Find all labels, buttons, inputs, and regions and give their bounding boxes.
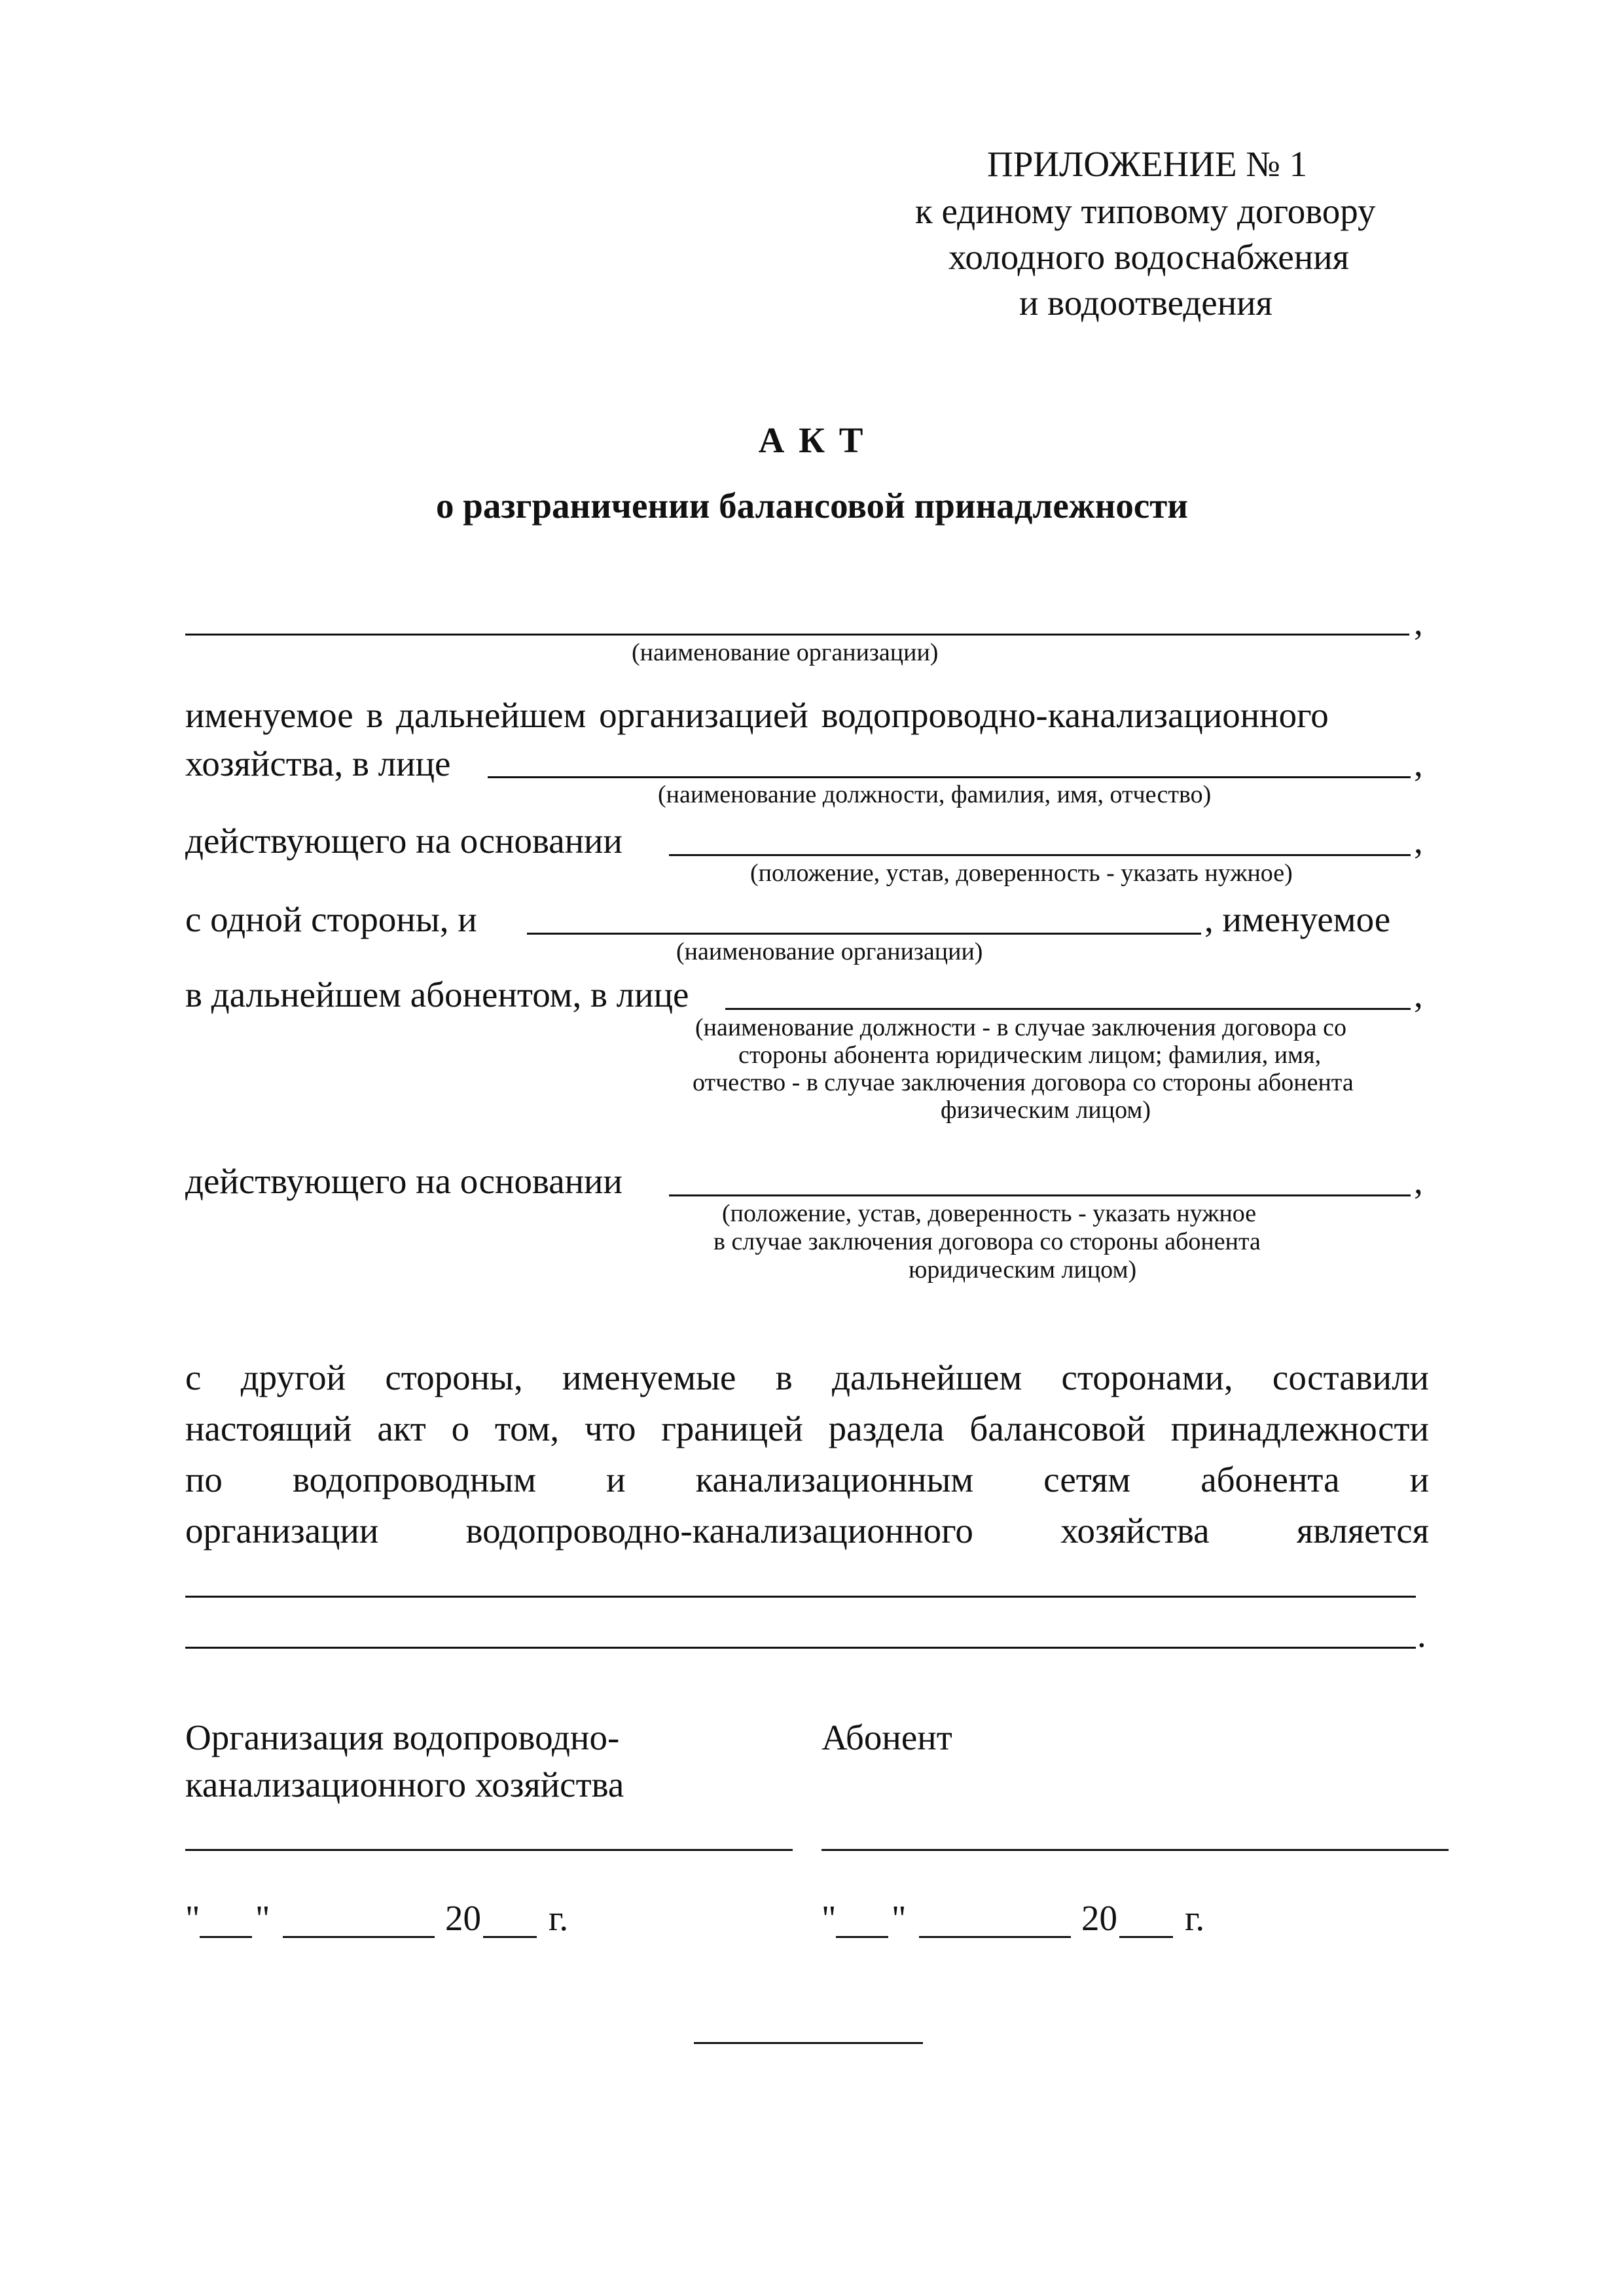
right-date-quote-open: " <box>821 1898 837 1938</box>
basis-hint-2-2: в случае заключения договора со стороны абонента <box>713 1228 1261 1255</box>
p1-line-2: хозяйства, в лице <box>185 744 451 783</box>
p2-line-2: настоящий акт о том, что границей раздела балансовой принадлежности <box>185 1408 1429 1448</box>
act-subtitle: о разграничении балансовой принадлежности <box>436 486 1188 526</box>
subscriber-in-person: в дальнейшем абонентом, в лице <box>185 975 689 1014</box>
position-hint: (наименование должности, фамилия, имя, отчество) <box>658 781 1212 808</box>
p2-line-4: организации водопроводно-канализационного хозяйства является <box>185 1511 1429 1551</box>
comma-1: , <box>1414 602 1423 642</box>
period: . <box>1417 1615 1426 1655</box>
right-date-year-prefix: 20 <box>1081 1898 1117 1938</box>
appendix-line-3: и водоотведения <box>1019 283 1272 323</box>
comma-5: , <box>1414 1161 1423 1201</box>
right-date-quote-close: " <box>892 1898 907 1938</box>
right-date-year-line <box>1119 1936 1173 1938</box>
left-signature-line <box>185 1849 793 1851</box>
right-date-day-line <box>836 1936 888 1938</box>
left-date-year-suffix: г. <box>549 1898 569 1938</box>
left-signatory-label-1: Организация водопроводно- <box>185 1717 620 1757</box>
appendix-line-2: холодного водоснабжения <box>948 237 1349 277</box>
org-name-line <box>185 634 1409 636</box>
named-text: , именуемое <box>1204 899 1391 939</box>
subscriber-hint-1: (наименование должности - в случае заключения договора со <box>695 1014 1346 1041</box>
left-date-quote-open: " <box>185 1898 200 1938</box>
subscriber-org-line <box>527 933 1201 935</box>
appendix-line-1: к единому типовому договору <box>915 191 1376 231</box>
org-name-hint: (наименование организации) <box>632 639 939 666</box>
closing-separator <box>694 2042 923 2044</box>
acting-basis-2: действующего на основании <box>185 1161 623 1201</box>
comma-3: , <box>1414 821 1423 861</box>
one-side-text: с одной стороны, и <box>185 899 477 939</box>
subscriber-hint-4: физическим лицом) <box>941 1096 1151 1124</box>
comma-2: , <box>1414 744 1423 783</box>
basis-line-1 <box>669 854 1411 856</box>
left-date-month-line <box>283 1936 435 1938</box>
left-date-quote-close: " <box>255 1898 270 1938</box>
boundary-line-2 <box>185 1647 1416 1649</box>
p2-line-1: с другой стороны, именуемые в дальнейшем сторонами, составили <box>185 1357 1429 1397</box>
p2-line-3: по водопроводным и канализационным сетям абонента и <box>185 1460 1429 1499</box>
left-date-year-prefix: 20 <box>445 1898 481 1938</box>
left-date-day-line <box>200 1936 252 1938</box>
comma-4: , <box>1414 975 1423 1014</box>
right-signatory-label: Абонент <box>821 1717 952 1757</box>
right-date-year-suffix: г. <box>1185 1898 1205 1938</box>
acting-basis-1: действующего на основании <box>185 821 623 861</box>
representative-line <box>488 776 1411 778</box>
subscriber-hint-3: отчество - в случае заключения договора со стороны абонента <box>693 1069 1354 1096</box>
boundary-line-1 <box>185 1596 1416 1598</box>
appendix-number: ПРИЛОЖЕНИЕ № 1 <box>987 144 1308 184</box>
right-date-month-line <box>919 1936 1071 1938</box>
left-signatory-label-2: канализационного хозяйства <box>185 1765 624 1804</box>
p1-line-1: именуемое в дальнейшем организацией водопроводно-канализационного <box>185 695 1329 735</box>
act-title: А К Т <box>758 420 866 460</box>
right-signature-line <box>821 1849 1449 1851</box>
org-hint-2: (наименование организации) <box>676 938 983 965</box>
basis-hint-2-3: юридическим лицом) <box>909 1256 1137 1283</box>
left-date-year-line <box>483 1936 537 1938</box>
basis-line-2 <box>669 1194 1411 1196</box>
subscriber-person-line <box>725 1008 1411 1010</box>
basis-hint-1: (положение, устав, доверенность - указать нужное) <box>750 859 1293 887</box>
subscriber-hint-2: стороны абонента юридическим лицом; фамилия, имя, <box>738 1041 1322 1069</box>
basis-hint-2-1: (положение, устав, доверенность - указать нужное <box>722 1200 1257 1227</box>
